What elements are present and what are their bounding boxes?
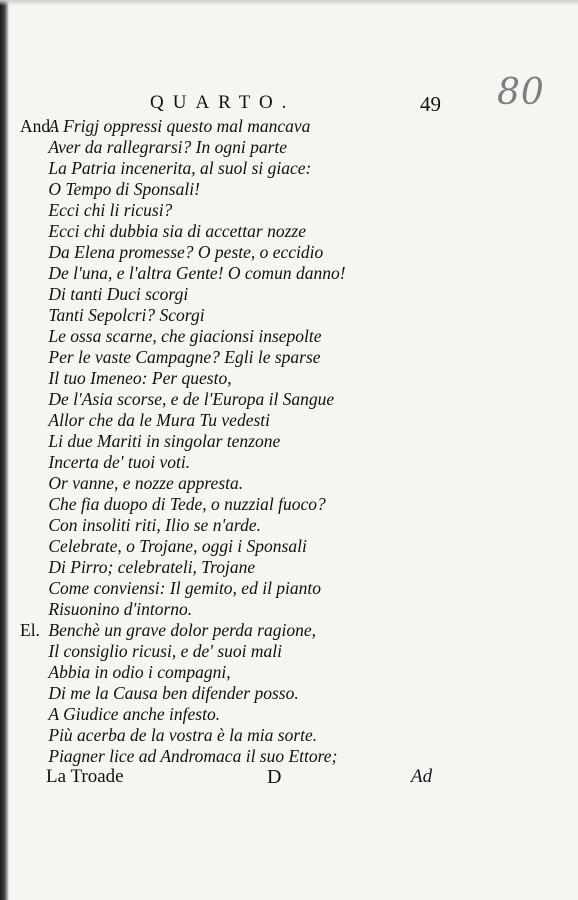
page-top-shadow bbox=[0, 0, 578, 6]
verse-line-text: De l'una, e l'altra Gente! O comun danno! bbox=[48, 263, 346, 283]
footer-title: La Troade bbox=[46, 766, 124, 787]
verse-line-text: Risuonino d'intorno. bbox=[48, 599, 193, 619]
verse-line-text: La Patria incenerita, al suol si giace: bbox=[48, 158, 312, 178]
verse-line bbox=[20, 620, 570, 641]
verse-line-text: Il tuo Imeneo: Per questo, bbox=[48, 368, 232, 388]
verse-line bbox=[20, 746, 570, 767]
verse-line-text: Abbia in odio i compagni, bbox=[48, 662, 231, 682]
verse-line bbox=[20, 221, 570, 242]
verse-line bbox=[20, 368, 570, 389]
verse-line bbox=[20, 200, 570, 221]
verse-line bbox=[20, 347, 570, 368]
verse-line-text: Che fia duopo di Tede, o nuzzial fuoco? bbox=[48, 494, 326, 514]
verse-line bbox=[20, 137, 570, 158]
verse-line bbox=[20, 704, 570, 725]
verse-line bbox=[20, 578, 570, 599]
verse-line bbox=[20, 326, 570, 347]
catchword: Ad bbox=[411, 766, 433, 787]
verse-line-text: Incerta de' tuoi voti. bbox=[48, 452, 191, 472]
verse-line-text: Le ossa scarne, che giacionsi insepolte bbox=[48, 326, 322, 346]
verse-line-text: Ecci chi li ricusi? bbox=[48, 200, 173, 220]
verse-line bbox=[20, 305, 570, 326]
verse-line-text: Di me la Causa ben difender posso. bbox=[48, 683, 299, 703]
page-number: 49 bbox=[420, 92, 441, 116]
verse-line bbox=[20, 389, 570, 410]
verse-line bbox=[20, 662, 570, 683]
verse-line-text: Come conviensi: Il gemito, ed il pianto bbox=[48, 578, 322, 598]
verse-line-text: De l'Asia scorse, e de l'Europa il Sangue bbox=[48, 389, 335, 409]
verse-line-text: Da Elena promesse? O peste, o eccidio bbox=[48, 242, 324, 262]
verse-line bbox=[20, 473, 570, 494]
verse-line-text: A Frigj oppressi questo mal mancava bbox=[48, 116, 311, 136]
verse-line bbox=[20, 599, 570, 620]
verse-line bbox=[20, 557, 570, 578]
speaker-label: El. bbox=[20, 620, 40, 640]
verse-line-text: Più acerba de la vostra è la mia sorte. bbox=[48, 725, 318, 745]
signature-mark: D bbox=[267, 766, 282, 788]
verse-line bbox=[20, 494, 570, 515]
verse-line bbox=[20, 179, 570, 200]
verse-line bbox=[20, 284, 570, 305]
verse-line-text: Piagner lice ad Andromaca il suo Ettore; bbox=[48, 746, 338, 766]
verse-line-text: Con insoliti riti, Ilio se n'arde. bbox=[48, 515, 261, 535]
verse-line bbox=[20, 116, 570, 137]
verse-text bbox=[20, 116, 570, 767]
verse-line bbox=[20, 536, 570, 557]
verse-line bbox=[20, 725, 570, 746]
verse-line bbox=[20, 263, 570, 284]
verse-line-text: Aver da rallegrarsi? In ogni parte bbox=[48, 137, 288, 157]
verse-line bbox=[20, 158, 570, 179]
verse-line-text: Ecci chi dubbia sia di accettar nozze bbox=[48, 221, 306, 241]
verse-line-text: Li due Mariti in singolar tenzone bbox=[48, 431, 281, 451]
verse-line bbox=[20, 515, 570, 536]
verse-line-text: Or vanne, e nozze appresta. bbox=[48, 473, 244, 493]
verse-line bbox=[20, 641, 570, 662]
verse-line-text: Tanti Sepolcri? Scorgi bbox=[48, 305, 205, 325]
verse-line bbox=[20, 683, 570, 704]
verse-line-text: Benchè un grave dolor perda ragione, bbox=[48, 620, 317, 640]
verse-line bbox=[20, 410, 570, 431]
verse-line-text: Per le vaste Campagne? Egli le sparse bbox=[48, 347, 321, 367]
page-footer bbox=[0, 766, 578, 792]
verse-line-text: A Giudice anche infesto. bbox=[48, 704, 221, 724]
running-head: QUARTO. bbox=[150, 92, 296, 113]
verse-line-text: Allor che da le Mura Tu vedesti bbox=[48, 410, 271, 430]
page-gutter-shadow bbox=[0, 0, 9, 900]
verse-line bbox=[20, 242, 570, 263]
verse-line-text: O Tempo di Sponsali! bbox=[48, 179, 200, 199]
verse-line bbox=[20, 431, 570, 452]
verse-line-text: Di tanti Duci scorgi bbox=[48, 284, 189, 304]
verse-line-text: Di Pirro; celebrateli, Trojane bbox=[48, 557, 256, 577]
verse-line bbox=[20, 452, 570, 473]
speaker-label: And. bbox=[20, 116, 55, 136]
handwritten-folio-note: 80 bbox=[497, 72, 545, 113]
verse-line-text: Celebrate, o Trojane, oggi i Sponsali bbox=[48, 536, 307, 556]
verse-line-text: Il consiglio ricusi, e de' suoi mali bbox=[48, 641, 283, 661]
